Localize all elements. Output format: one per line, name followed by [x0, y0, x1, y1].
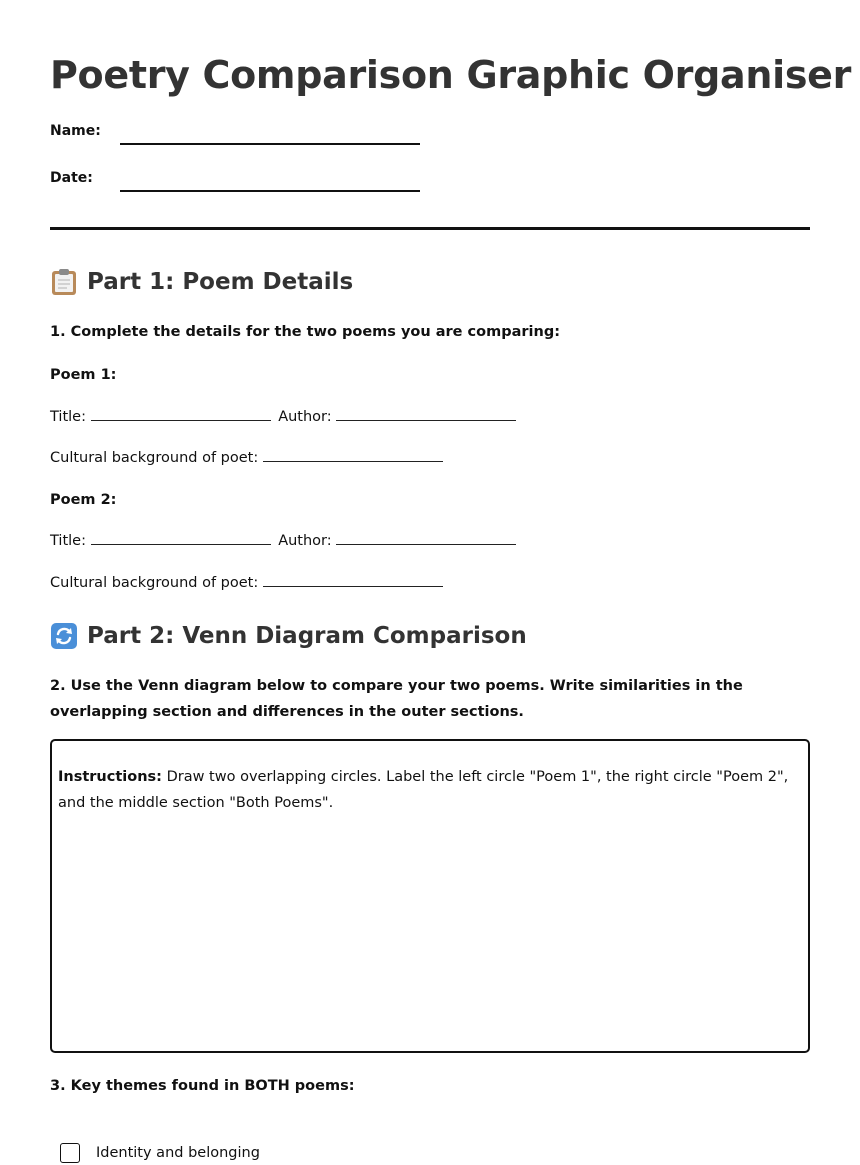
poem2-author-label: Author:: [278, 533, 332, 549]
date-blank-line[interactable]: [120, 190, 420, 192]
page-title: Poetry Comparison Graphic Organiser: [50, 53, 852, 97]
venn-instructions: [58, 764, 798, 816]
repeat-arrows-icon: [50, 622, 78, 650]
date-field-row: [50, 168, 450, 198]
part1-heading-text: Part 1: Poem Details: [87, 269, 354, 295]
header-divider: [50, 227, 810, 230]
poem1-title-blank[interactable]: [91, 406, 271, 421]
name-blank-line[interactable]: [120, 143, 420, 145]
part2-heading-text: Part 2: Venn Diagram Comparison: [87, 623, 527, 649]
clipboard-icon: [50, 268, 78, 296]
poem2-background-blank[interactable]: [263, 572, 443, 587]
name-label: Name:: [50, 123, 101, 139]
question-1: 1. Complete the details for the two poems you are comparing:: [50, 324, 560, 340]
venn-diagram-area[interactable]: [50, 739, 810, 1053]
poem1-background-label: Cultural background of poet:: [50, 450, 259, 466]
poem2-heading: Poem 2:: [50, 492, 117, 508]
question-3: 3. Key themes found in BOTH poems:: [50, 1078, 355, 1094]
poem1-background-blank[interactable]: [263, 447, 443, 462]
poem1-author-blank[interactable]: [336, 406, 516, 421]
theme-option[interactable]: [60, 1141, 260, 1165]
poem2-background-row: [50, 572, 446, 594]
theme-checkbox[interactable]: [60, 1143, 80, 1163]
venn-instructions-label: Instructions:: [58, 769, 162, 785]
venn-instructions-text: Draw two overlapping circles. Label the left circle "Poem 1", the right circle "Poem 2", and the middle section "Both Poems".: [58, 769, 789, 811]
theme-label: Identity and belonging: [96, 1145, 260, 1161]
part2-heading: [50, 621, 527, 651]
name-field-row: [50, 121, 450, 151]
poem1-background-row: [50, 447, 446, 469]
poem2-author-blank[interactable]: [336, 530, 516, 545]
poem1-title-label: Title:: [50, 409, 86, 425]
part1-heading: [50, 267, 353, 297]
poem1-author-label: Author:: [278, 409, 332, 425]
poem2-background-label: Cultural background of poet:: [50, 575, 259, 591]
poem1-heading: Poem 1:: [50, 367, 117, 383]
date-label: Date:: [50, 170, 93, 186]
poem2-title-author-row: [50, 530, 519, 552]
poem2-title-blank[interactable]: [91, 530, 271, 545]
poem2-title-label: Title:: [50, 533, 86, 549]
question-2: 2. Use the Venn diagram below to compare your two poems. Write similarities in the overlapping section and differences in the outer sections.: [50, 678, 743, 720]
poem1-title-author-row: [50, 406, 519, 428]
